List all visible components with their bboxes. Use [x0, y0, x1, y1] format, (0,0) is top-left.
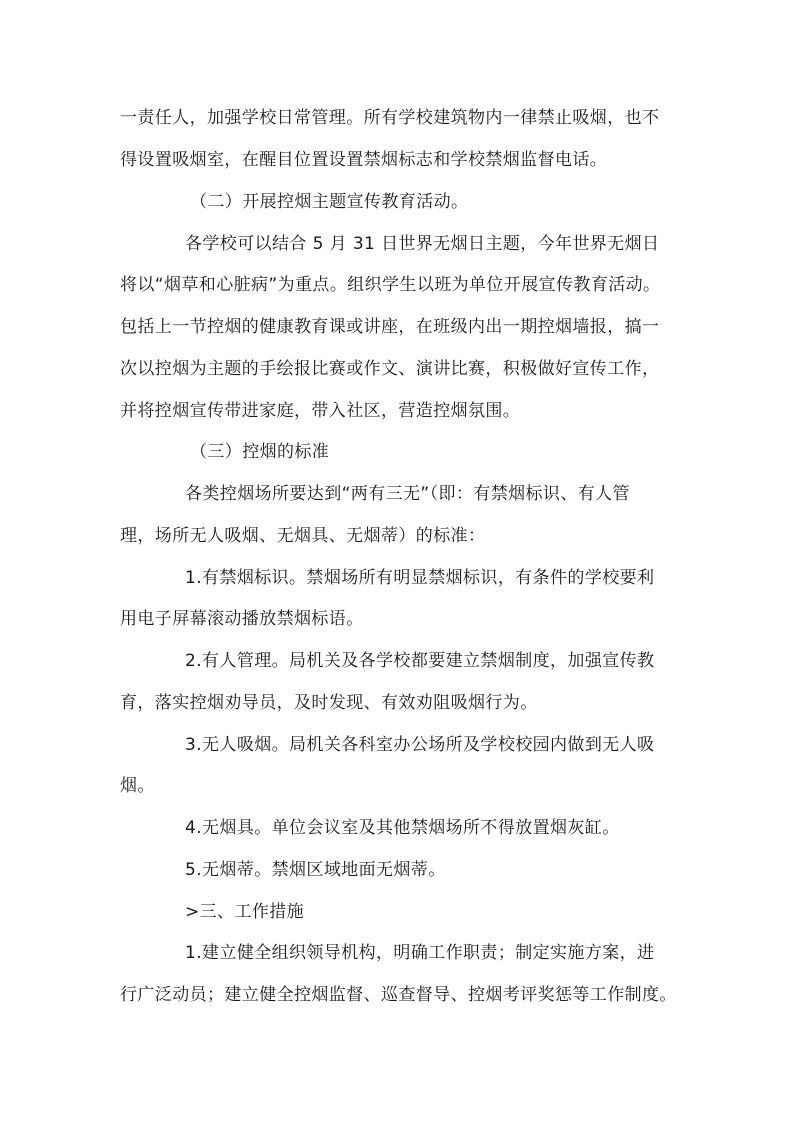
list-item-line: 用电子屏幕滚动播放禁烟标语。: [120, 609, 364, 629]
list-item-line: 育，落实控烟劝导员，及时发现、有效劝阻吸烟行为。: [120, 693, 538, 713]
paragraph-line: 将以“烟草和心脏病”为重点。组织学生以班为单位开展宣传教育活动。: [120, 275, 661, 295]
paragraph-line: 各学校可以结合 5 月 31 日世界无烟日主题，今年世界无烟日: [185, 234, 660, 254]
paragraph-line: 包括上一节控烟的健康教育课或讲座，在班级内出一期控烟墙报，搞一: [120, 317, 660, 337]
section-heading: （二）开展控烟主题宣传教育活动。: [190, 192, 469, 212]
paragraph-line: 一责任人，加强学校日常管理。所有学校建筑物内一律禁止吸烟，也不: [120, 108, 660, 128]
list-item-line: 3.无人吸烟。局机关各科室办公场所及学校校园内做到无人吸: [185, 735, 655, 755]
paragraph-line: 得设置吸烟室，在醒目位置设置禁烟标志和学校禁烟监督电话。: [120, 150, 608, 170]
paragraph-line: 并将控烟宣传带进家庭，带入社区，营造控烟氛围。: [120, 401, 521, 421]
list-item-line: 1.建立健全组织领导机构，明确工作职责；制定实施方案，进: [185, 943, 655, 963]
list-item-line: 烟。: [120, 776, 155, 796]
paragraph-line: 次以控烟为主题的手绘报比赛或作文、演讲比赛，积极做好宣传工作，: [120, 359, 660, 379]
paragraph-line: 各类控烟场所要达到“两有三无”（即：有禁烟标识、有人管: [185, 484, 630, 504]
list-item-line: 1.有禁烟标识。禁烟场所有明显禁烟标识，有条件的学校要利: [185, 568, 655, 588]
list-item-line: 行广泛动员；建立健全控烟监督、巡查督导、控烟考评奖惩等工作制度。: [120, 985, 677, 1005]
list-item-line: 5.无烟蒂。禁烟区域地面无烟蒂。: [185, 860, 446, 880]
paragraph-line: 理，场所无人吸烟、无烟具、无烟蒂）的标准：: [120, 526, 486, 546]
list-item-line: 2.有人管理。局机关及各学校都要建立禁烟制度，加强宣传教: [185, 651, 655, 671]
section-heading: （三）控烟的标准: [190, 442, 330, 462]
list-item-line: 4.无烟具。单位会议室及其他禁烟场所不得放置烟灰缸。: [185, 818, 620, 838]
section-heading: >三、工作措施: [185, 902, 305, 922]
